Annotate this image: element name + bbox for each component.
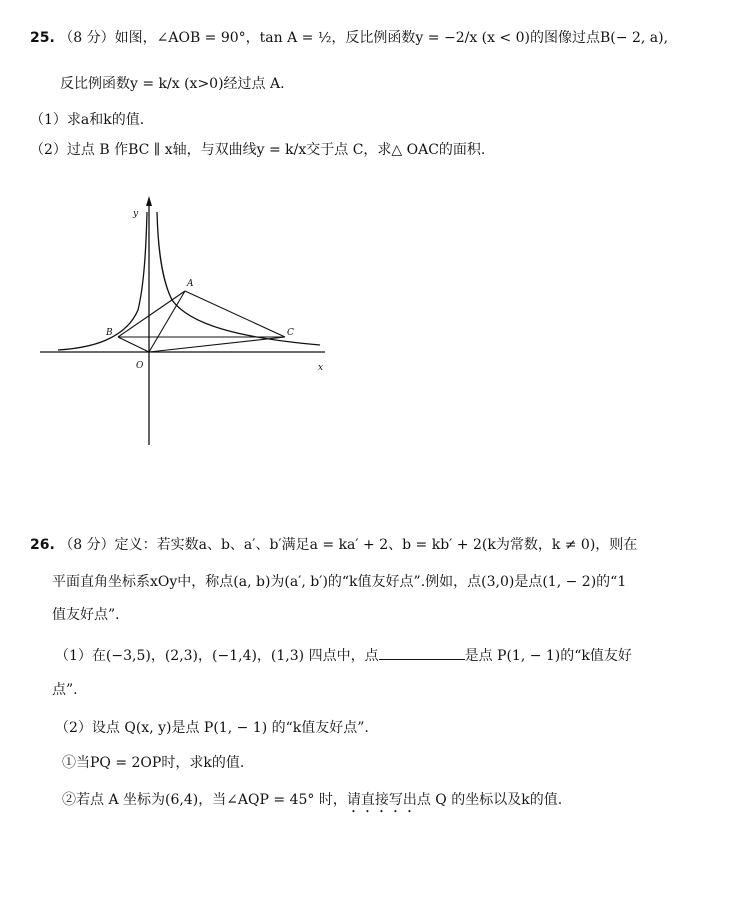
segment-ob — [118, 337, 149, 352]
q25-line1: （8 分）如图，∠AOB = 90°，tan A = ½，反比例函数y = −2/x (x < 0)的图像过点B(− 2, a), — [59, 30, 669, 46]
q25-line1-row — [30, 28, 668, 48]
q26-number: 26. — [30, 537, 55, 553]
label-a: A — [187, 279, 194, 289]
q26-sub2-emphasis: 请直接写出 — [346, 792, 417, 808]
q26-sub2-row — [62, 790, 562, 816]
q26-line2: 平面直角坐标系xOy中，称点(a, b)为(a′, b′)的“k值友好点”.例如，点(3,0)是点(1, − 2)的“1 — [52, 574, 627, 590]
segment-ba — [118, 291, 185, 337]
segment-ac — [185, 291, 285, 337]
q26-part1-b: 是点 P(1, − 1)的“k值友好 — [464, 648, 632, 664]
q26-part1-a: （1）在(−3,5)，(2,3)，(−1,4)，(1,3) 四点中，点 — [55, 648, 379, 664]
q26-line3: 值友好点”. — [52, 607, 120, 623]
label-o: O — [136, 361, 144, 371]
q26-sub2-b: 点 Q 的坐标以及k的值. — [416, 792, 563, 808]
label-y: y — [133, 209, 139, 219]
right-hyperbola-branch — [157, 212, 320, 345]
q25-part2: （2）过点 B 作BC ∥ x轴，与双曲线y = k/x交于点 C，求△ OAC的面积. — [30, 142, 486, 158]
hyperbola-figure — [30, 190, 330, 450]
left-hyperbola-branch — [58, 212, 147, 350]
q26-sub1: ①当PQ = 2OP时，求k的值. — [62, 755, 245, 771]
q26-line1: （8 分）定义：若实数a、b、a′、b′满足a = ka′ + 2、b = kb′ + 2(k为常数，k ≠ 0)，则在 — [59, 537, 638, 553]
q25-part1: （1）求a和k的值. — [30, 112, 145, 128]
q26-line1-row — [30, 535, 637, 555]
label-b: B — [106, 328, 113, 338]
q25-line2: 反比例函数y = k/x (x>0)经过点 A. — [60, 76, 285, 92]
answer-blank[interactable] — [379, 645, 465, 660]
q26-part1-row — [55, 645, 632, 666]
q26-part2: （2）设点 Q(x, y)是点 P(1, − 1) 的“k值友好点”. — [55, 720, 369, 736]
q26-sub2-a: ②若点 A 坐标为(6,4)，当∠AQP = 45° 时， — [62, 792, 347, 808]
label-x: x — [318, 363, 324, 373]
label-c: C — [287, 328, 294, 338]
segment-oc — [149, 337, 285, 352]
q25-number: 25. — [30, 30, 55, 46]
segment-oa — [149, 291, 185, 352]
y-axis-arrow — [146, 196, 152, 206]
q26-part1-c: 点”. — [52, 682, 78, 698]
